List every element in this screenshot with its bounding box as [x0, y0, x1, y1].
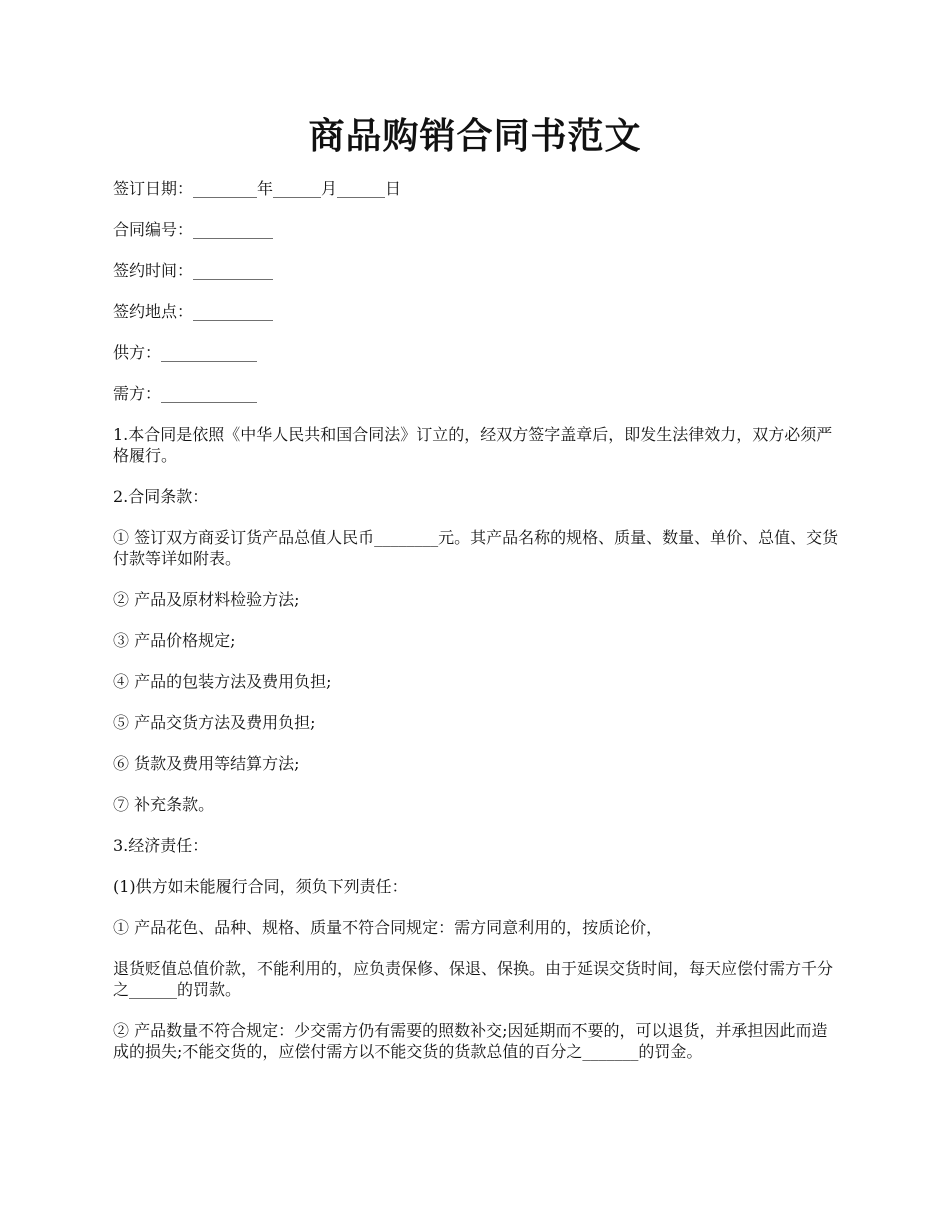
signing-date-line: 签订日期：________年______月______日: [113, 179, 402, 198]
clause-1-paragraph: 1.本合同是依照《中华人民共和国合同法》订立的，经双方签字盖章后，即发生法律效力，双方必须严格履行。: [113, 425, 833, 465]
document-body: [113, 178, 841, 1082]
clause-2-item-2: ② 产品及原材料检验方法;: [113, 590, 300, 609]
clause-2-item-6: ⑥ 货款及费用等结算方法;: [113, 754, 300, 773]
clause-2-item-4: ④ 产品的包装方法及费用负担;: [113, 672, 332, 691]
contract-number-line: 合同编号：__________: [113, 220, 274, 239]
clause-2-item-7: ⑦ 补充条款。: [113, 795, 215, 814]
clause-2-item-5: ⑤ 产品交货方法及费用负担;: [113, 713, 316, 732]
clause-2-item-1: ① 签订双方商妥订货产品总值人民币________元。其产品名称的规格、质量、数量、单价、总值、交货付款等详如附表。: [113, 528, 839, 568]
clause-3-sub-1-item-2: ② 产品数量不符合规定：少交需方仍有需要的照数补交;因延期而不要的，可以退货，并承担因此而造成的损失;不能交货的，应偿付需方以不能交货的货款总值的百分之_______的罚金。: [113, 1021, 828, 1061]
clause-3-heading: 3.经济责任：: [113, 836, 209, 855]
signing-time-line: 签约时间：__________: [113, 261, 274, 280]
clause-3-sub-1-item-1-continued: 退货贬值总值价款，不能利用的，应负责保修、保退、保换。由于延误交货时间，每天应偿付需方千分之______的罚款。: [113, 959, 834, 999]
clause-3-sub-1-heading: (1)供方如未能履行合同，须负下列责任：: [113, 877, 408, 896]
signing-place-line: 签约地点：__________: [113, 302, 274, 321]
document-title: 商品购销合同书范文: [308, 115, 642, 157]
clause-2-item-3: ③ 产品价格规定;: [113, 631, 236, 650]
supplier-line: 供方：____________: [113, 343, 258, 362]
clause-2-heading: 2.合同条款：: [113, 487, 209, 506]
clause-3-sub-1-item-1: ① 产品花色、品种、规格、质量不符合同规定：需方同意利用的，按质论价，: [113, 918, 663, 937]
buyer-line: 需方：____________: [113, 384, 258, 403]
